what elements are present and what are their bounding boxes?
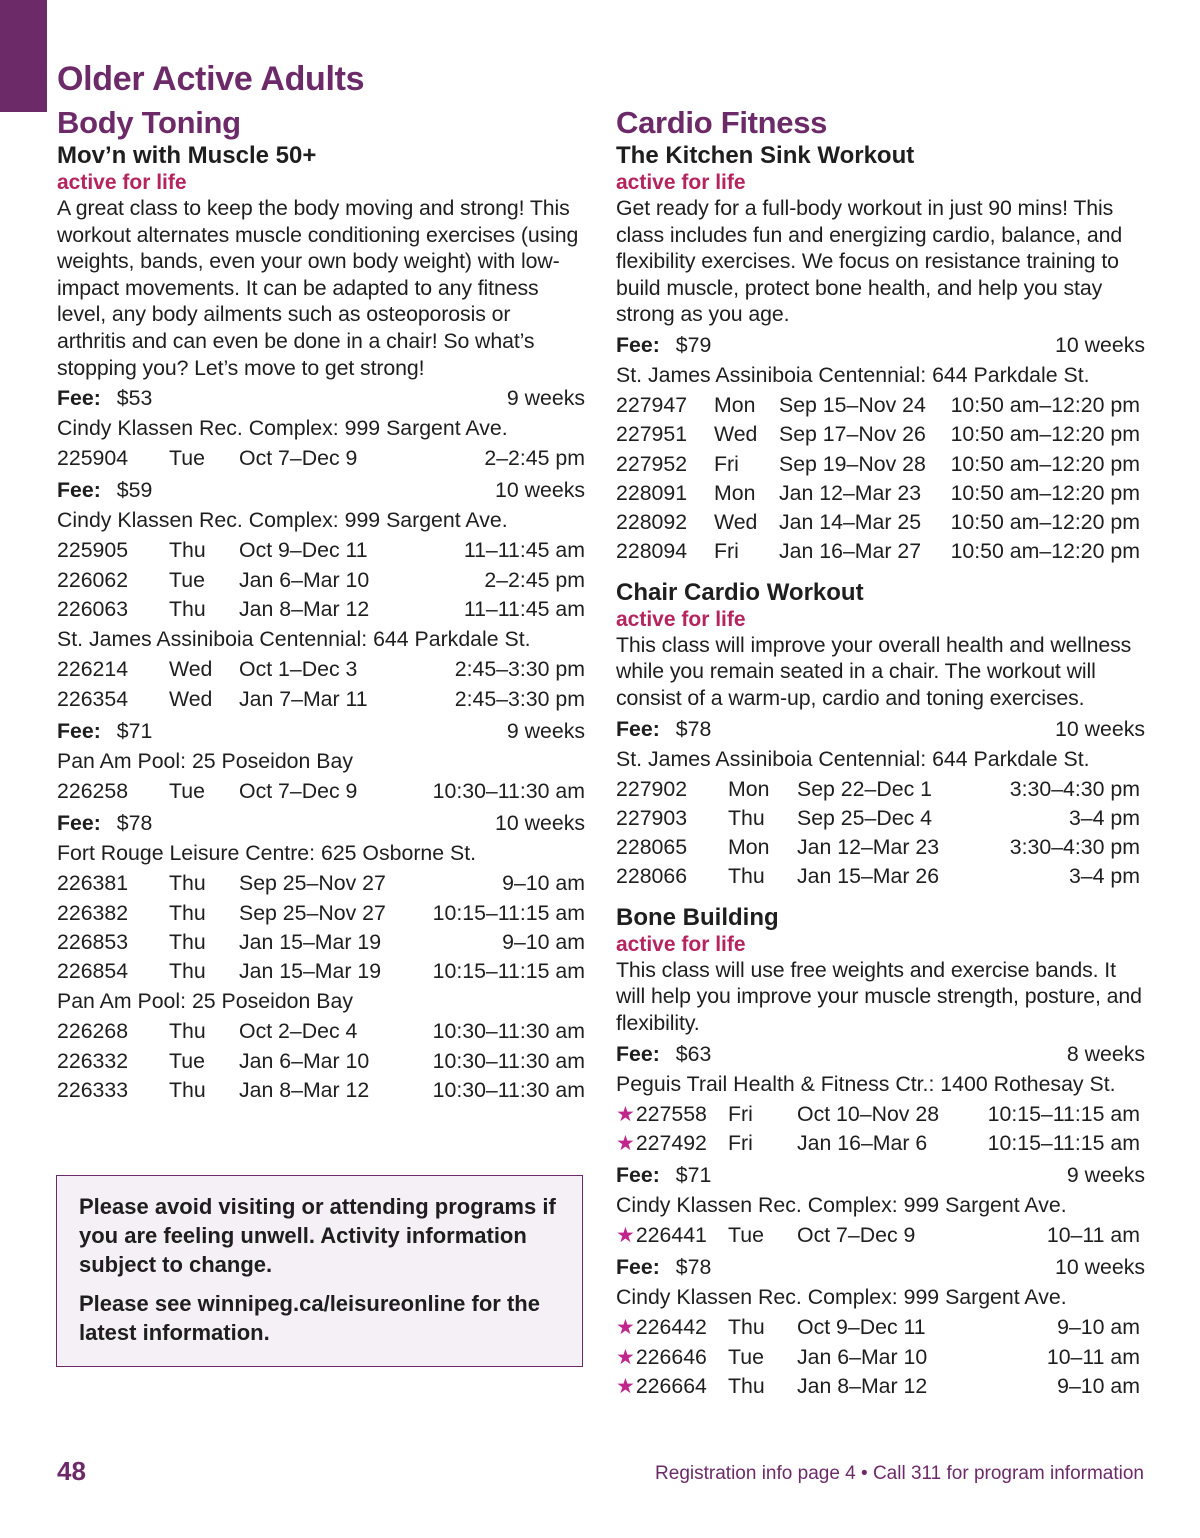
session-dates: Sep 25–Nov 27 [239, 871, 386, 896]
barcode-number: 228066 [616, 864, 688, 889]
fee-label: Fee: [616, 716, 660, 741]
star-icon: ★ [616, 1224, 635, 1248]
session-time: 9–10 am [1057, 1315, 1140, 1340]
barcode-number: 226382 [57, 900, 129, 925]
session-code [616, 862, 728, 891]
barcode-number: 226853 [57, 929, 129, 954]
star-icon: ★ [616, 1374, 635, 1398]
location-name: St. James Assiniboia Centennial: 644 Parkdale St. [57, 627, 531, 652]
session-row[interactable] [57, 685, 585, 714]
session-dates: Jan 12–Mar 23 [797, 835, 940, 860]
session-day: Fri [728, 1130, 753, 1155]
location-name: Peguis Trail Health & Fitness Ctr.: 1400 Rothesay St. [616, 1071, 1116, 1096]
session-code [57, 869, 169, 898]
session-code [616, 833, 728, 862]
barcode-number: 227951 [616, 422, 688, 447]
barcode-number: 226063 [57, 597, 129, 622]
session-code [616, 1221, 728, 1250]
session-row[interactable] [616, 833, 1145, 862]
session-time: 10:30–11:30 am [432, 1019, 585, 1044]
notice-box [56, 1175, 583, 1367]
barcode-number: 226062 [57, 567, 129, 592]
barcode-number: 225904 [57, 446, 129, 471]
session-row[interactable] [57, 595, 585, 624]
session-dates: Oct 2–Dec 4 [239, 1019, 358, 1044]
session-row[interactable] [57, 655, 585, 684]
fee-row [57, 716, 585, 746]
session-dates: Jan 6–Mar 10 [797, 1344, 928, 1369]
session-day: Mon [728, 835, 770, 860]
session-time: 10:50 am–12:20 pm [950, 510, 1140, 535]
fee-row [616, 1160, 1145, 1190]
session-row[interactable] [616, 1343, 1145, 1372]
session-day: Thu [728, 805, 765, 830]
barcode-number: 228092 [616, 510, 688, 535]
location-name: Cindy Klassen Rec. Complex: 999 Sargent Ave. [616, 1285, 1067, 1310]
session-row[interactable] [57, 536, 585, 565]
fee-amount [57, 475, 152, 505]
fee-value: $53 [116, 386, 153, 411]
session-day: Wed [169, 657, 213, 682]
program-block [616, 579, 1145, 892]
right-column [616, 104, 1145, 1401]
fee-amount [616, 1252, 711, 1282]
session-row[interactable] [57, 1017, 585, 1046]
session-time: 11–11:45 am [463, 597, 585, 622]
session-day: Tue [169, 778, 205, 803]
session-row[interactable] [616, 1100, 1145, 1129]
fee-amount [57, 808, 152, 838]
session-time: 3:30–4:30 pm [1009, 835, 1140, 860]
fee-amount [57, 716, 152, 746]
session-code [616, 1372, 728, 1401]
session-dates: Jan 16–Mar 6 [797, 1130, 928, 1155]
session-code [57, 595, 169, 624]
leisure-online-link[interactable]: winnipeg.ca/leisureonline [197, 1291, 466, 1316]
location-name: Cindy Klassen Rec. Complex: 999 Sargent Ave. [57, 416, 508, 441]
footer-info: Registration info page 4 • Call 311 for program information [655, 1463, 1144, 1484]
session-dates: Oct 7–Dec 9 [797, 1223, 916, 1248]
fee-value: $78 [116, 811, 153, 836]
session-dates: Jan 16–Mar 27 [779, 539, 922, 564]
fee-label: Fee: [57, 478, 101, 503]
fee-label: Fee: [616, 1255, 660, 1280]
session-row[interactable] [57, 566, 585, 595]
session-dates: Jan 8–Mar 12 [239, 1078, 370, 1103]
session-time: 10:50 am–12:20 pm [950, 392, 1140, 417]
fee-row [57, 475, 585, 505]
barcode-number: 226646 [635, 1344, 707, 1369]
session-day: Thu [169, 1019, 206, 1044]
session-day: Thu [169, 1078, 206, 1103]
fee-duration: 10 weeks [495, 478, 585, 503]
page-number: 48 [57, 1456, 86, 1486]
session-day: Tue [169, 446, 205, 471]
session-time: 10–11 am [1046, 1223, 1140, 1248]
session-row[interactable] [616, 479, 1145, 508]
session-day: Thu [169, 538, 206, 563]
star-icon: ★ [616, 1102, 635, 1126]
session-day: Wed [169, 686, 213, 711]
session-code [57, 1076, 169, 1105]
session-code [57, 655, 169, 684]
session-time: 10:50 am–12:20 pm [950, 539, 1140, 564]
session-day: Wed [714, 422, 758, 447]
section-title: Older Active Adults [57, 60, 365, 98]
barcode-number: 226333 [57, 1078, 129, 1103]
session-code [57, 444, 169, 473]
session-dates: Oct 1–Dec 3 [239, 657, 358, 682]
session-dates: Sep 19–Nov 28 [779, 451, 926, 476]
session-time: 9–10 am [502, 871, 585, 896]
session-dates: Jan 6–Mar 10 [239, 1048, 370, 1073]
session-day: Mon [714, 392, 756, 417]
fee-label: Fee: [57, 386, 101, 411]
session-day: Tue [169, 567, 205, 592]
fee-value: $71 [675, 1163, 712, 1188]
notice-suffix: for the latest information. [79, 1291, 540, 1345]
program-title: Mov’n with Muscle 50+ [57, 142, 317, 169]
program-tag: active for life [57, 171, 187, 194]
fee-value: $78 [675, 716, 712, 741]
fee-duration: 10 weeks [1055, 1255, 1145, 1280]
session-row[interactable] [57, 899, 585, 928]
barcode-number: 226258 [57, 778, 129, 803]
location-name: Pan Am Pool: 25 Poseidon Bay [57, 748, 353, 773]
fee-row [57, 383, 585, 413]
session-day: Thu [728, 1373, 765, 1398]
star-icon: ★ [616, 1345, 635, 1369]
barcode-number: 227952 [616, 451, 688, 476]
program-tag: active for life [616, 607, 746, 631]
session-row[interactable] [57, 777, 585, 806]
session-day: Wed [714, 510, 758, 535]
fee-row [616, 1039, 1145, 1069]
session-dates: Sep 22–Dec 1 [797, 776, 932, 801]
program-block [616, 142, 1145, 567]
session-dates: Oct 9–Dec 11 [239, 538, 368, 563]
session-code [616, 1343, 728, 1372]
session-time: 2:45–3:30 pm [454, 686, 585, 711]
barcode-number: 226664 [635, 1373, 707, 1398]
fee-value: $71 [116, 718, 153, 743]
session-row[interactable] [616, 1372, 1145, 1401]
fee-duration: 10 weeks [1055, 332, 1145, 357]
session-time: 9–10 am [502, 929, 585, 954]
session-code [616, 537, 714, 566]
program-description: This class will improve your overall health and wellness while you remain seated in a chair. The workout will consist of a warm-up, cardio and toning exercises. [616, 632, 1132, 710]
session-day: Thu [169, 597, 206, 622]
category-heading: Body Toning [57, 105, 241, 140]
fee-value: $63 [675, 1041, 712, 1066]
session-dates: Jan 15–Mar 26 [797, 864, 940, 889]
session-row[interactable] [616, 862, 1145, 891]
session-row[interactable] [616, 804, 1145, 833]
notice-prefix: Please see [79, 1291, 198, 1316]
session-time: 10:50 am–12:20 pm [950, 451, 1140, 476]
location-name: Cindy Klassen Rec. Complex: 999 Sargent Ave. [616, 1193, 1067, 1218]
location-name: Pan Am Pool: 25 Poseidon Bay [57, 989, 353, 1014]
notice-link-text [79, 1289, 560, 1347]
session-row[interactable] [616, 391, 1145, 420]
barcode-number: 227903 [616, 805, 688, 830]
fee-value: $59 [116, 478, 153, 503]
fee-label: Fee: [57, 811, 101, 836]
session-day: Fri [714, 539, 739, 564]
star-icon: ★ [616, 1316, 635, 1340]
session-time: 10–11 am [1046, 1344, 1140, 1369]
barcode-number: 226441 [635, 1223, 707, 1248]
session-code [616, 391, 714, 420]
session-day: Tue [728, 1344, 764, 1369]
program-title: Bone Building [616, 903, 779, 931]
session-dates: Jan 8–Mar 12 [239, 597, 370, 622]
session-code [57, 685, 169, 714]
fee-row [57, 808, 585, 838]
location-name: Fort Rouge Leisure Centre: 625 Osborne St. [57, 841, 477, 866]
session-code [616, 1129, 728, 1158]
session-day: Thu [169, 871, 206, 896]
session-code [57, 536, 169, 565]
session-row[interactable] [57, 1047, 585, 1076]
session-code [57, 957, 169, 986]
program-block [57, 142, 585, 1105]
session-day: Tue [169, 1048, 205, 1073]
session-dates: Jan 15–Mar 19 [239, 929, 382, 954]
session-dates: Jan 7–Mar 11 [239, 686, 368, 711]
barcode-number: 226214 [57, 657, 129, 682]
session-code [616, 479, 714, 508]
fee-duration: 9 weeks [506, 718, 585, 743]
barcode-number: 227902 [616, 776, 688, 801]
program-block [57, 142, 585, 1105]
session-day: Tue [728, 1223, 764, 1248]
session-row[interactable] [616, 537, 1145, 566]
session-dates: Jan 15–Mar 19 [239, 959, 382, 984]
fee-label: Fee: [616, 1163, 660, 1188]
session-code [616, 420, 714, 449]
category-heading: Cardio Fitness [616, 105, 828, 140]
program-description: A great class to keep the body moving and strong! This workout alternates muscle conditioning exercises (using weights, bands, even your own body weight) with low-impact movements. It can be adapted to any fitness level, any body ailments such as osteoporosis or arthritis and can even be done in a chair! So what’s stopping you? Let’s move to get strong! [57, 196, 579, 380]
session-time: 2:45–3:30 pm [454, 657, 585, 682]
session-time: 10:30–11:30 am [432, 1078, 585, 1103]
barcode-number: 228091 [616, 480, 688, 505]
program-list [616, 142, 1145, 1401]
barcode-number: 226354 [57, 686, 129, 711]
program-block [616, 904, 1145, 1402]
session-time: 11–11:45 am [463, 538, 585, 563]
session-row[interactable] [616, 1313, 1145, 1342]
session-day: Fri [728, 1101, 753, 1126]
fee-value: $78 [675, 1255, 712, 1280]
session-dates: Oct 7–Dec 9 [239, 446, 358, 471]
session-day: Thu [169, 959, 206, 984]
program-tag: active for life [616, 171, 746, 194]
session-day: Thu [169, 900, 206, 925]
barcode-number: 227492 [635, 1130, 707, 1155]
session-dates: Jan 12–Mar 23 [779, 480, 922, 505]
location-name: St. James Assiniboia Centennial: 644 Parkdale St. [616, 362, 1090, 387]
session-row[interactable] [616, 1221, 1145, 1250]
fee-label: Fee: [616, 332, 660, 357]
session-row[interactable] [616, 1129, 1145, 1158]
session-row[interactable] [616, 775, 1145, 804]
barcode-number: 226854 [57, 959, 129, 984]
fee-amount [57, 383, 152, 413]
session-day: Fri [714, 451, 739, 476]
program-title: The Kitchen Sink Workout [616, 142, 915, 169]
session-day: Mon [728, 776, 770, 801]
session-dates: Jan 8–Mar 12 [797, 1373, 928, 1398]
barcode-number: 228065 [616, 835, 688, 860]
fee-amount [616, 1160, 711, 1190]
fee-row [616, 1252, 1145, 1282]
session-dates: Oct 7–Dec 9 [239, 778, 358, 803]
location-name: St. James Assiniboia Centennial: 644 Parkdale St. [616, 746, 1090, 771]
session-time: 10:15–11:15 am [987, 1130, 1140, 1155]
fee-amount [616, 330, 711, 360]
program-description: Get ready for a full-body workout in just 90 mins! This class includes fun and energizing cardio, balance, and flexibility exercises. We focus on resistance training to build muscle, protect bone health, and help you stay strong as you age. [616, 196, 1123, 327]
session-dates: Sep 25–Dec 4 [797, 805, 932, 830]
session-code [616, 804, 728, 833]
session-code [57, 1047, 169, 1076]
session-time: 9–10 am [1057, 1373, 1140, 1398]
session-time: 3–4 pm [1068, 805, 1140, 830]
session-row[interactable] [57, 869, 585, 898]
session-time: 10:15–11:15 am [432, 900, 585, 925]
session-day: Thu [169, 929, 206, 954]
fee-row [616, 330, 1145, 360]
session-dates: Sep 25–Nov 27 [239, 900, 386, 925]
barcode-number: 228094 [616, 539, 688, 564]
section-tab-marker [0, 0, 47, 112]
fee-duration: 9 weeks [1066, 1163, 1145, 1188]
session-time: 2–2:45 pm [484, 567, 585, 592]
barcode-number: 227558 [635, 1101, 707, 1126]
barcode-number: 226381 [57, 871, 129, 896]
fee-amount [616, 714, 711, 744]
session-day: Mon [714, 480, 756, 505]
location-name: Cindy Klassen Rec. Complex: 999 Sargent Ave. [57, 508, 508, 533]
barcode-number: 226268 [57, 1019, 129, 1044]
barcode-number: 226332 [57, 1048, 129, 1073]
barcode-number: 227947 [616, 392, 688, 417]
session-row[interactable] [57, 444, 585, 473]
session-row[interactable] [57, 928, 585, 957]
fee-duration: 10 weeks [495, 811, 585, 836]
fee-value: $79 [675, 332, 712, 357]
session-dates: Sep 15–Nov 24 [779, 392, 926, 417]
fee-label: Fee: [57, 718, 101, 743]
session-code [57, 899, 169, 928]
fee-duration: 9 weeks [506, 386, 585, 411]
left-column [57, 104, 585, 1105]
session-time: 10:50 am–12:20 pm [950, 422, 1140, 447]
session-dates: Oct 9–Dec 11 [797, 1315, 926, 1340]
session-time: 3:30–4:30 pm [1009, 776, 1140, 801]
program-tag: active for life [616, 932, 746, 956]
session-code [57, 1017, 169, 1046]
session-dates: Jan 6–Mar 10 [239, 567, 370, 592]
barcode-number: 225905 [57, 538, 129, 563]
fee-amount [616, 1039, 711, 1069]
session-day: Thu [728, 1315, 765, 1340]
session-day: Thu [728, 864, 765, 889]
session-row[interactable] [616, 508, 1145, 537]
session-code [57, 928, 169, 957]
session-code [57, 566, 169, 595]
session-time: 10:30–11:30 am [432, 1048, 585, 1073]
program-title: Chair Cardio Workout [616, 578, 864, 606]
session-code [616, 508, 714, 537]
session-code [616, 775, 728, 804]
session-row[interactable] [616, 450, 1145, 479]
session-code [616, 450, 714, 479]
star-icon: ★ [616, 1131, 635, 1155]
fee-duration: 8 weeks [1066, 1041, 1145, 1066]
session-time: 2–2:45 pm [484, 446, 585, 471]
barcode-number: 226442 [635, 1315, 707, 1340]
session-time: 10:50 am–12:20 pm [950, 480, 1140, 505]
session-code [616, 1313, 728, 1342]
session-row[interactable] [57, 1076, 585, 1105]
session-code [57, 777, 169, 806]
session-dates: Oct 10–Nov 28 [797, 1101, 940, 1126]
session-time: 10:30–11:30 am [432, 778, 585, 803]
session-time: 3–4 pm [1068, 864, 1140, 889]
session-time: 10:15–11:15 am [987, 1101, 1140, 1126]
session-time: 10:15–11:15 am [432, 959, 585, 984]
session-dates: Jan 14–Mar 25 [779, 510, 922, 535]
fee-duration: 10 weeks [1055, 716, 1145, 741]
notice-text: Please avoid visiting or attending programs if you are feeling unwell. Activity information subject to change. [79, 1194, 556, 1277]
session-row[interactable] [57, 957, 585, 986]
session-dates: Sep 17–Nov 26 [779, 422, 926, 447]
program-description: This class will use free weights and exercise bands. It will help you improve your muscle strength, posture, and flexibility. [616, 957, 1142, 1035]
fee-row [616, 714, 1145, 744]
fee-label: Fee: [616, 1041, 660, 1066]
session-code [616, 1100, 728, 1129]
session-row[interactable] [616, 420, 1145, 449]
